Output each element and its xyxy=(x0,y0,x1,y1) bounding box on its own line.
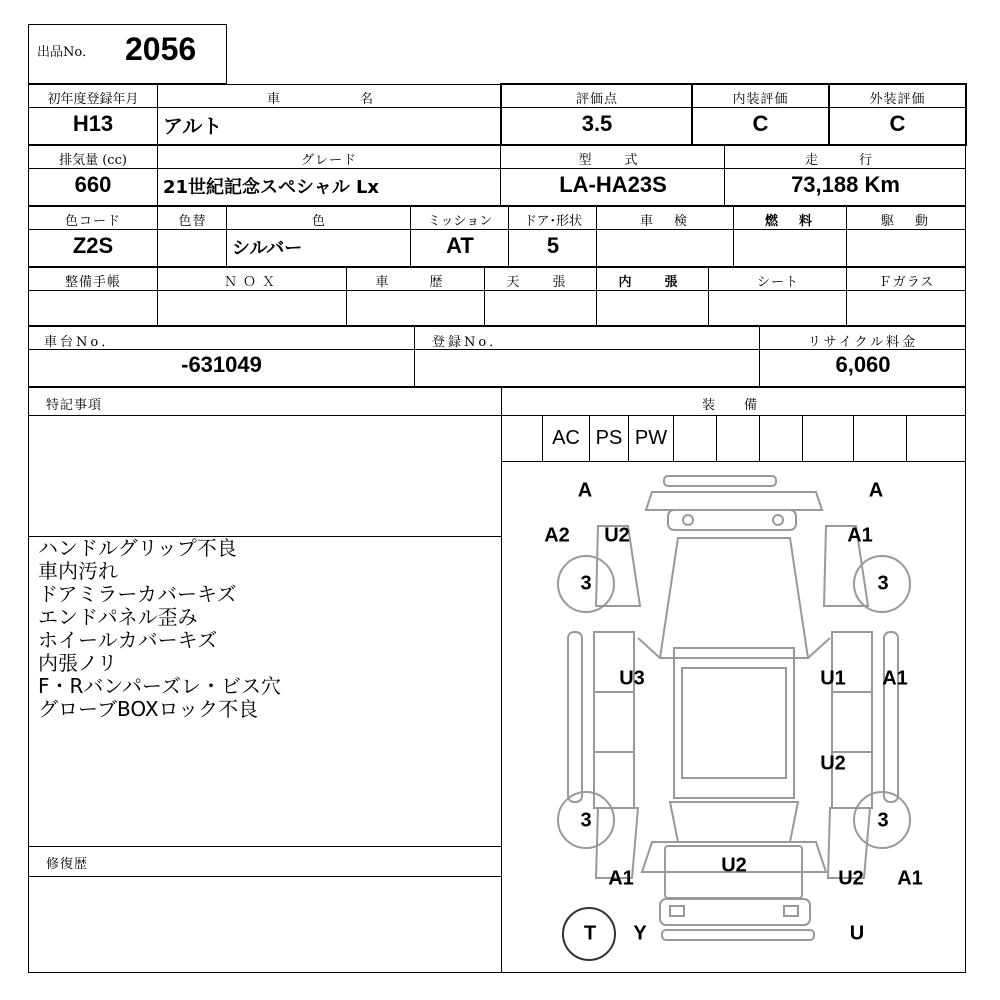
damage-side-right-u1: U1 xyxy=(820,667,846,690)
car-damage-diagram xyxy=(502,462,965,972)
damage-front-right: A xyxy=(868,479,884,502)
divider xyxy=(716,416,717,461)
inspection-label: 車 検 xyxy=(639,214,691,229)
car-name-value: アルト xyxy=(163,114,223,138)
recycle-value: 6,060 xyxy=(835,352,891,377)
interior-value: C xyxy=(752,111,769,136)
damage-side-right-u2: U2 xyxy=(820,752,846,775)
divider xyxy=(501,415,966,416)
recycle-label: リサイクル料金 xyxy=(807,335,919,350)
color-change-label: 色替 xyxy=(178,214,207,229)
car-name-label: 車 名 xyxy=(266,92,391,107)
seat-label: シート xyxy=(756,275,799,290)
damage-tire-y: Y xyxy=(633,922,647,945)
inner-label: 内 張 xyxy=(618,275,688,290)
chassis-label: 車台No． xyxy=(44,335,118,350)
divider xyxy=(802,416,803,461)
color-code-value: Z2S xyxy=(72,233,114,258)
row4-value-strip xyxy=(28,290,966,326)
damage-fender-right: A1 xyxy=(847,524,873,547)
divider xyxy=(28,846,502,847)
exterior-value: C xyxy=(889,111,906,136)
note-item: グローブBOXロック不良 xyxy=(38,697,259,721)
chassis-value: -631049 xyxy=(181,352,262,377)
note-item: 内張ノリ xyxy=(38,651,118,675)
interior-label: 内装評価 xyxy=(732,92,789,107)
damage-fender-left: A2 xyxy=(544,524,570,547)
fuel-label: 燃 料 xyxy=(764,214,816,229)
equip-ac: AC xyxy=(552,427,580,449)
damage-side-right-a1: A1 xyxy=(882,667,908,690)
lot-label: 出品No． xyxy=(37,45,96,60)
damage-wheel-rr: 3 xyxy=(877,809,889,832)
note-item: F・Rバンパーズレ・ビス穴 xyxy=(38,674,282,698)
note-item: ホイールカバーキズ xyxy=(38,628,218,652)
registration-label: 登録No． xyxy=(432,335,506,350)
color-code-label: 色コード xyxy=(64,214,121,229)
roof-label: 天 張 xyxy=(506,275,576,290)
color-value: シルバー xyxy=(232,238,303,259)
equipment-label: 装 備 xyxy=(701,398,765,413)
damage-wheel-fr: 3 xyxy=(877,572,889,595)
note-item: ドアミラーカバーキズ xyxy=(38,582,237,606)
divider xyxy=(28,415,502,416)
divider xyxy=(906,416,907,461)
damage-wheel-rl: 3 xyxy=(580,809,592,832)
equip-pw: PW xyxy=(634,427,668,449)
first-reg-label: 初年度登録年月 xyxy=(47,92,139,107)
damage-rear-center: U2 xyxy=(721,854,747,877)
model-label: 型 式 xyxy=(578,153,648,168)
mission-value: AT xyxy=(446,233,474,258)
divider xyxy=(28,876,502,877)
notes-label: 特記事項 xyxy=(46,398,103,413)
equip-ps: PS xyxy=(595,427,623,449)
history-label: 車 歴 xyxy=(375,275,457,290)
lot-number: 2056 xyxy=(125,31,197,67)
mileage-value: 73,188 Km xyxy=(791,172,900,197)
damage-rear-right-u2: U2 xyxy=(838,867,864,890)
damage-wheel-fl: 3 xyxy=(580,572,592,595)
mission-label: ミッション xyxy=(427,214,493,229)
displacement-value: 660 xyxy=(74,172,112,197)
divider xyxy=(673,416,674,461)
mileage-label: 走 行 xyxy=(804,153,886,168)
lot-number-box xyxy=(28,24,227,84)
maintenance-label: 整備手帳 xyxy=(64,275,121,290)
model-value: LA-HA23S xyxy=(559,172,667,197)
color-label: 色 xyxy=(311,214,326,229)
damage-side-left: U3 xyxy=(619,667,645,690)
grade-value: 21世紀記念スペシャル Lx xyxy=(163,177,380,198)
damage-door-left-top: U2 xyxy=(604,524,630,547)
door-value: 5 xyxy=(546,233,560,258)
damage-rear-right-a1: A1 xyxy=(897,867,923,890)
score-label: 評価点 xyxy=(575,92,618,107)
repair-label: 修復歴 xyxy=(46,857,89,872)
divider xyxy=(853,416,854,461)
note-item: エンドパネル歪み xyxy=(38,605,198,629)
notes-list xyxy=(38,537,478,721)
first-reg-value: H13 xyxy=(72,111,114,136)
note-item: ハンドルグリップ不良 xyxy=(38,536,237,560)
damage-rear-left: A1 xyxy=(608,867,634,890)
damage-front-left: A xyxy=(577,479,593,502)
score-value: 3.5 xyxy=(581,111,613,136)
damage-tire-t: T xyxy=(583,922,597,945)
drive-label: 駆 動 xyxy=(880,214,932,229)
door-label: ドア･形状 xyxy=(523,214,583,229)
note-item: 車内汚れ xyxy=(38,559,118,583)
fglass-label: Ｆガラス xyxy=(878,275,935,290)
displacement-label: 排気量 (cc) xyxy=(59,153,127,168)
grade-label: グレード xyxy=(300,153,357,168)
divider xyxy=(759,416,760,461)
nox-label: ＮＯＸ xyxy=(223,275,281,290)
exterior-label: 外装評価 xyxy=(869,92,926,107)
damage-rear-u: U xyxy=(849,922,865,945)
